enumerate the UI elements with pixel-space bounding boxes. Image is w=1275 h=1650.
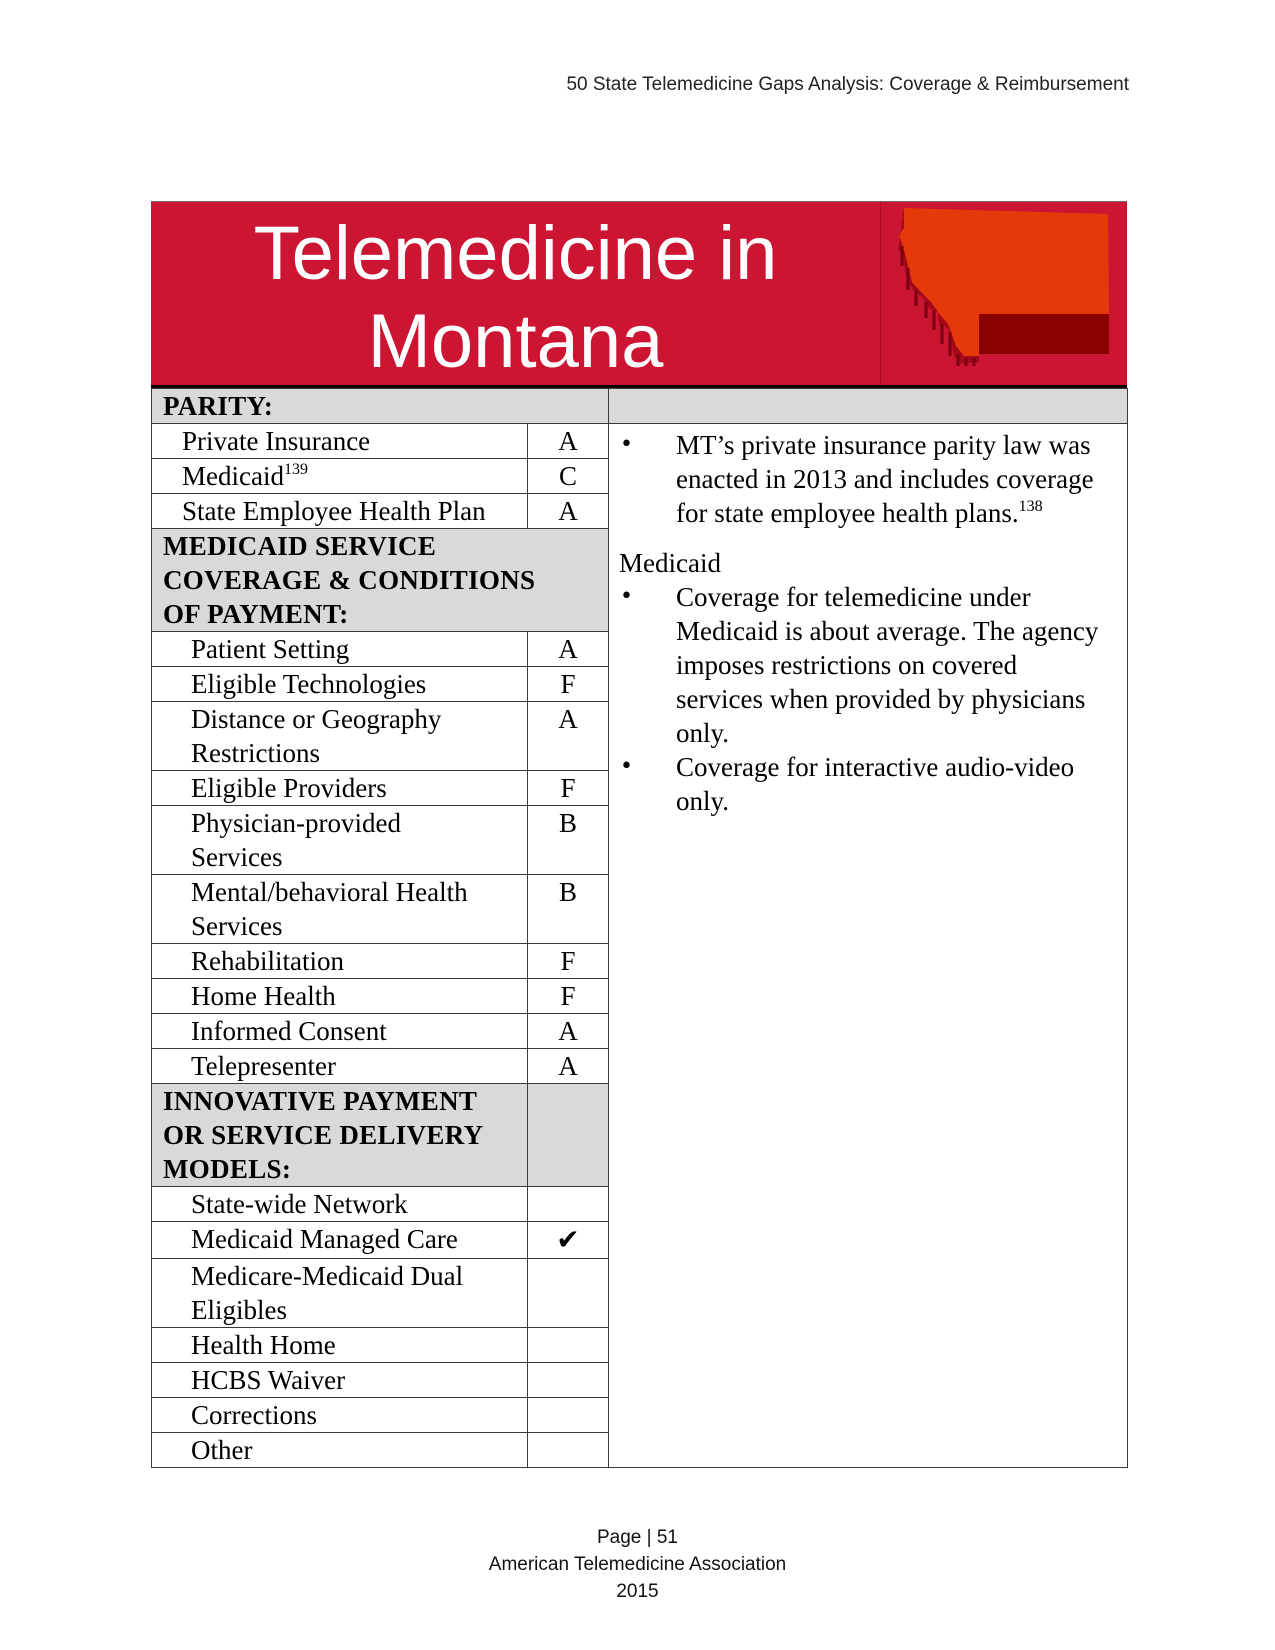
medicaid-heading: MEDICAID SERVICE COVERAGE & CONDITIONS OF PAYMENT: <box>152 529 609 632</box>
row-label: Medicare-Medicaid Dual Eligibles <box>152 1259 528 1328</box>
innovative-heading: INNOVATIVE PAYMENT OR SERVICE DELIVERY MODELS: <box>152 1084 528 1187</box>
row-label: Home Health <box>152 979 528 1014</box>
list-item: • Coverage for interactive audio-video only. <box>619 750 1107 818</box>
row-label: Informed Consent <box>152 1014 528 1049</box>
title-banner <box>151 201 1127 388</box>
grade-cell: F <box>528 944 609 979</box>
innovative-heading-blank <box>528 1084 609 1187</box>
footnote-ref: 139 <box>283 461 308 478</box>
list-item: • Coverage for telemedicine under Medicaid is about average. The agency imposes restrictions on covered services when provided by physicians only. <box>619 580 1107 750</box>
row-label: State Employee Health Plan <box>152 494 528 529</box>
list-item: • MT’s private insurance parity law was enacted in 2013 and includes coverage for state employee health plans.$^{138}$ <box>619 428 1107 530</box>
row-label: Health Home <box>152 1328 528 1363</box>
footer-org: American Telemedicine Association <box>488 1554 787 1575</box>
grade-cell: F <box>528 771 609 806</box>
table-row <box>152 389 1128 424</box>
checkmark-icon: ✔ <box>528 1222 609 1259</box>
row-label: Physician-provided Services <box>152 806 528 875</box>
parity-notes <box>619 428 1107 530</box>
row-label: Rehabilitation <box>152 944 528 979</box>
montana-state-icon <box>886 206 1123 384</box>
medicaid-notes <box>619 580 1107 818</box>
row-label: HCBS Waiver <box>152 1363 528 1398</box>
row-label: Telepresenter <box>152 1049 528 1084</box>
grade-cell: A <box>528 632 609 667</box>
row-label: Corrections <box>152 1398 528 1433</box>
row-label: Private Insurance <box>152 424 528 459</box>
grade-cell: C <box>528 459 609 494</box>
notes-panel <box>609 424 1128 1468</box>
title-line-2: Montana <box>367 299 664 384</box>
page-number: Page | 51 <box>596 1527 678 1548</box>
title-line-1: Telemedicine in <box>253 211 778 296</box>
row-label: Mental/behavioral Health Services <box>152 875 528 944</box>
row-label: State-wide Network <box>152 1187 528 1222</box>
grade-cell: A <box>528 494 609 529</box>
medicaid-notes-heading: Medicaid <box>619 548 721 578</box>
table-row <box>152 424 1128 459</box>
grade-cell: A <box>528 424 609 459</box>
row-label: Eligible Technologies <box>152 667 528 702</box>
page-title <box>151 210 880 386</box>
notes-header-cell <box>609 389 1128 424</box>
row-label: Other <box>152 1433 528 1468</box>
check-cell <box>528 1433 609 1468</box>
check-cell <box>528 1363 609 1398</box>
footnote-ref: 138 <box>1018 498 1043 515</box>
check-cell <box>528 1187 609 1222</box>
grade-cell: B <box>528 806 609 875</box>
grade-cell: B <box>528 875 609 944</box>
page-footer <box>0 1524 1275 1605</box>
grade-cell: F <box>528 667 609 702</box>
footer-year: 2015 <box>616 1581 659 1602</box>
running-header: 50 State Telemedicine Gaps Analysis: Coverage & Reimbursement <box>566 74 1129 95</box>
parity-heading: PARITY: <box>152 389 609 424</box>
row-label: Patient Setting <box>152 632 528 667</box>
grade-cell: A <box>528 1014 609 1049</box>
check-cell <box>528 1398 609 1433</box>
row-label: Medicaid$^{139}$ <box>152 459 528 494</box>
row-label: Medicaid Managed Care <box>152 1222 528 1259</box>
banner-divider <box>880 202 881 388</box>
grade-cell: A <box>528 702 609 771</box>
check-cell <box>528 1259 609 1328</box>
check-cell <box>528 1328 609 1363</box>
grade-cell: A <box>528 1049 609 1084</box>
grade-cell: F <box>528 979 609 1014</box>
row-label: Eligible Providers <box>152 771 528 806</box>
grades-table <box>151 388 1128 1468</box>
row-label: Distance or Geography Restrictions <box>152 702 528 771</box>
